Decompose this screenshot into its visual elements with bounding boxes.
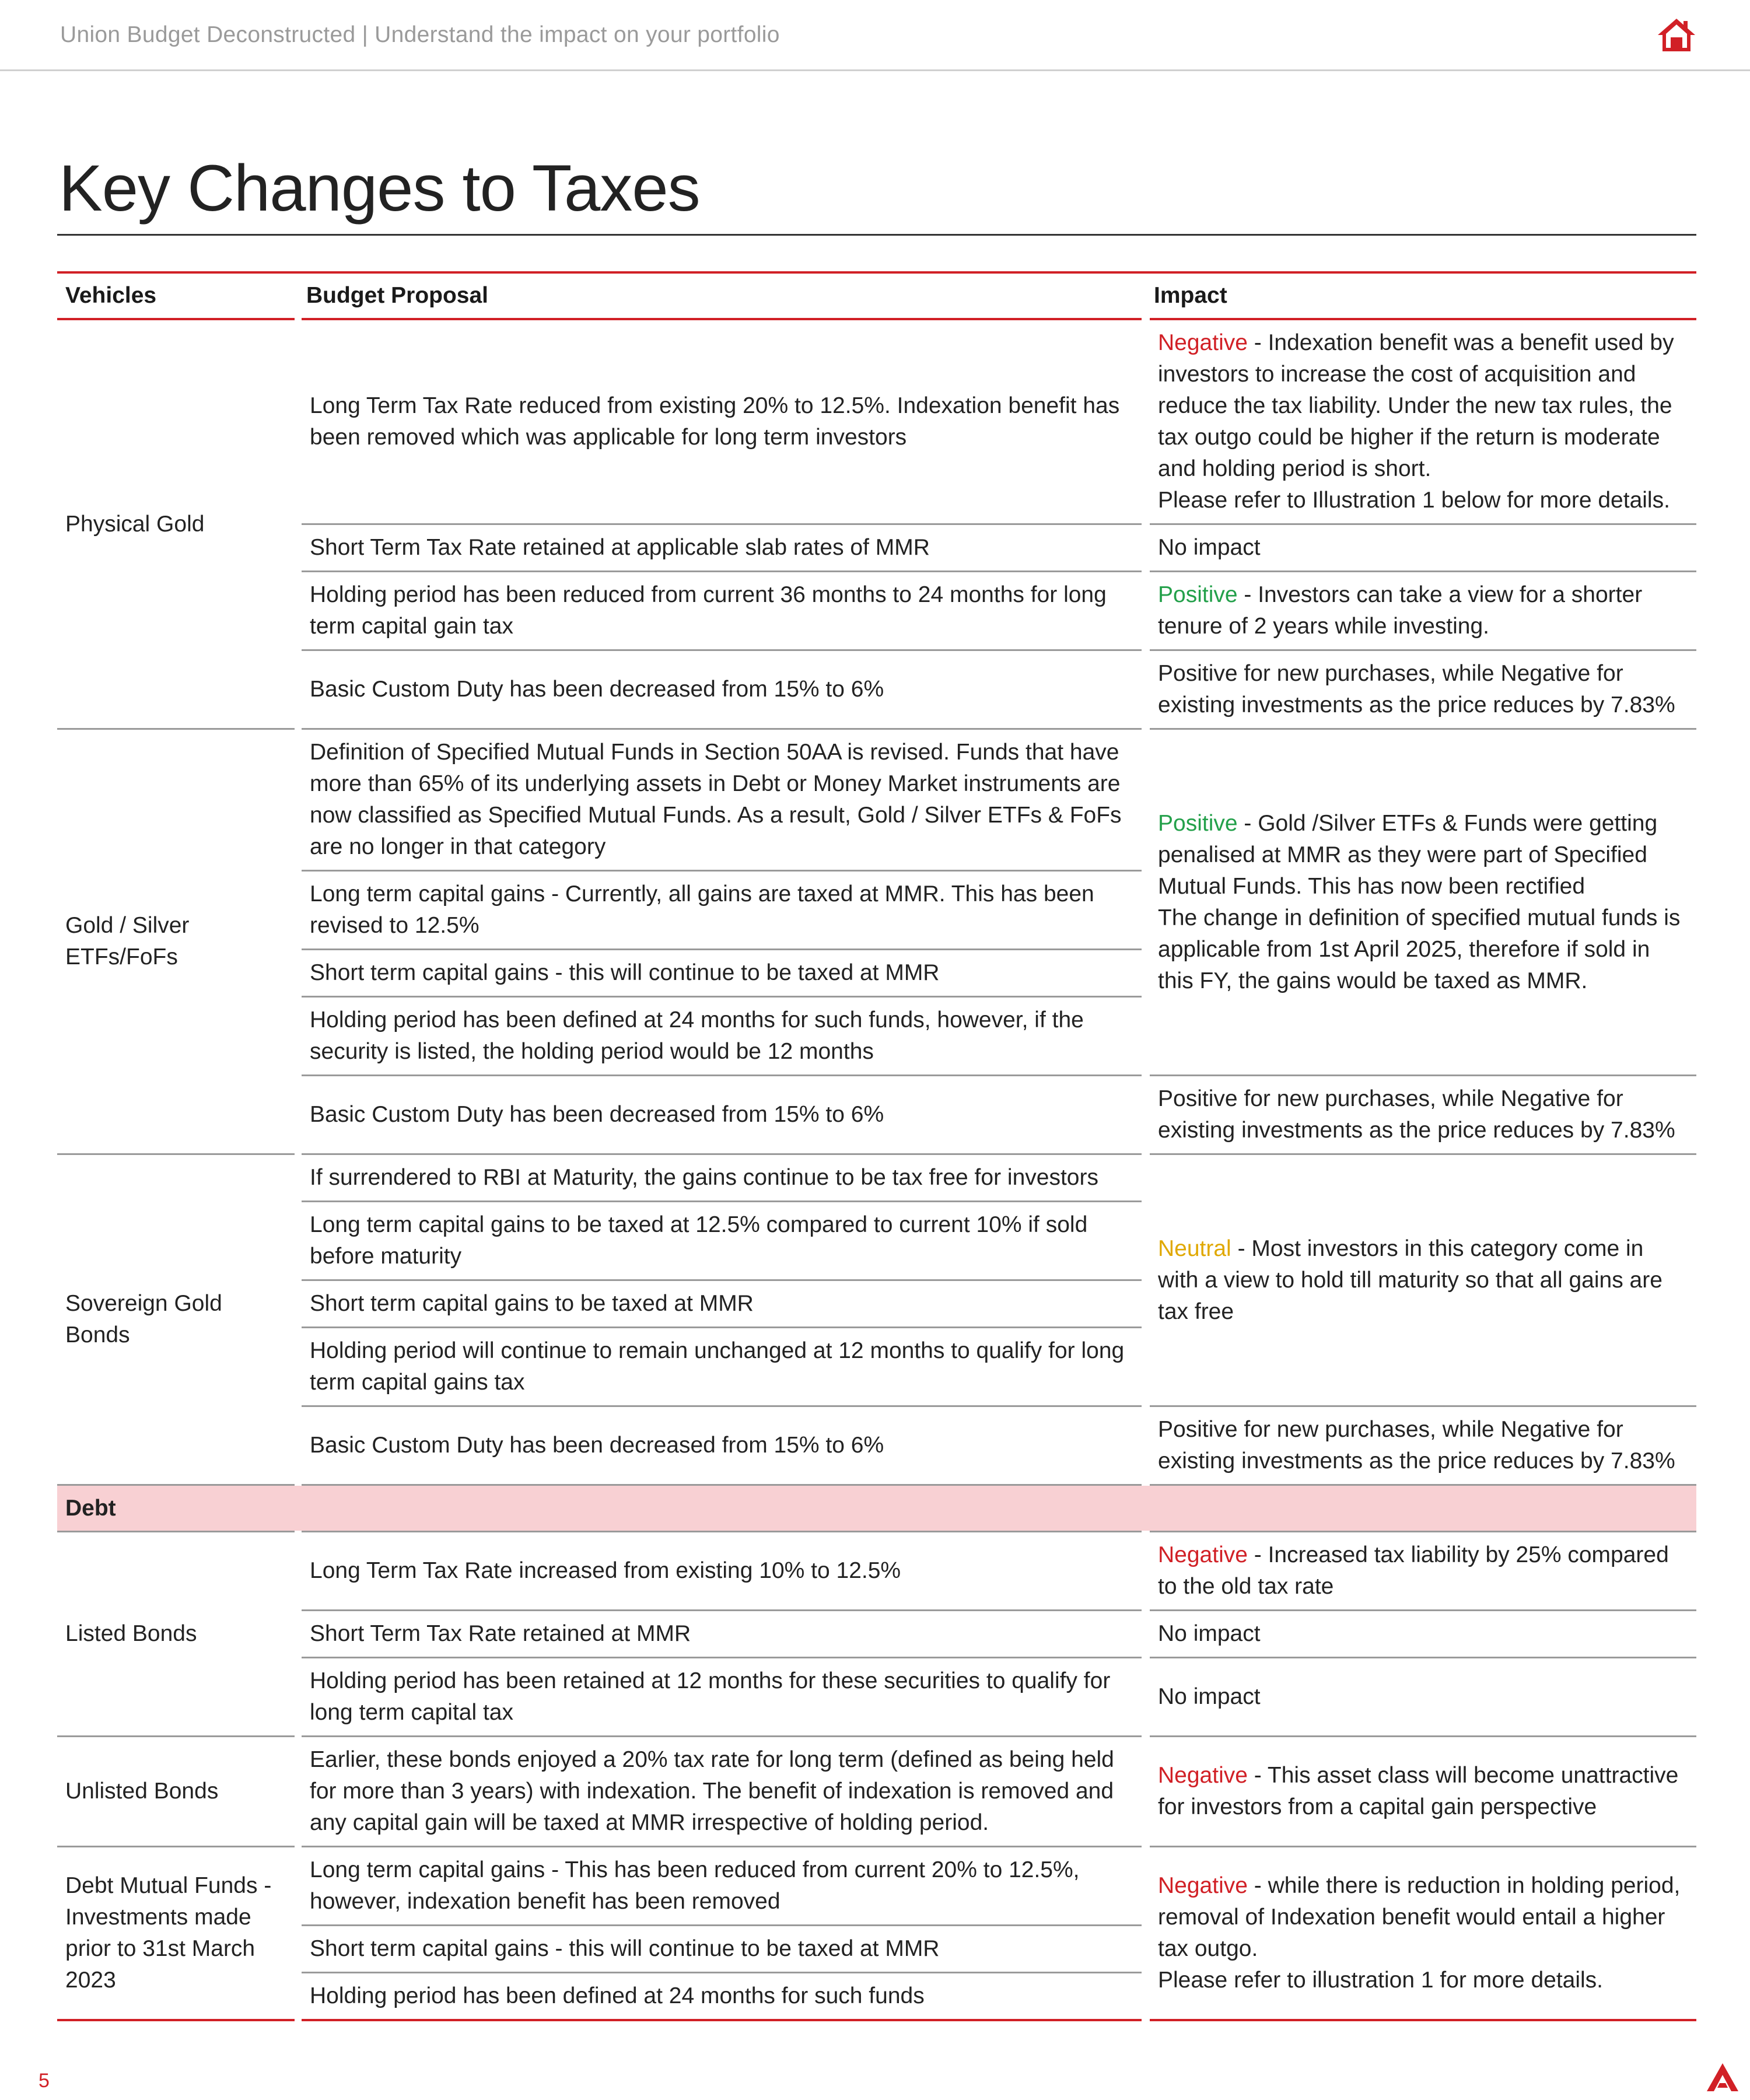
impact-cell: No impact [1146, 524, 1696, 572]
impact-cell: No impact [1146, 1658, 1696, 1737]
vehicle-gold-silver-etfs: Gold / Silver ETFs/FoFs [57, 729, 298, 1154]
header-impact: Impact [1146, 272, 1696, 319]
impact-cell [1146, 1532, 1696, 1611]
impact-tag-negative: Negative [1158, 1542, 1248, 1567]
proposal-cell: Long Term Tax Rate increased from existing 10% to 12.5% [298, 1532, 1146, 1611]
home-icon[interactable] [1656, 16, 1698, 54]
impact-cell-merged [1146, 1847, 1696, 2021]
impact-text: - Gold /Silver ETFs & Funds were getting penalised at MMR as they were part of Specified Mutual Funds. This has now been rectified [1158, 810, 1658, 899]
proposal-cell: Short term capital gains - this will continue to be taxed at MMR [298, 950, 1146, 997]
table-row [57, 1658, 1696, 1737]
impact-tag-negative: Negative [1158, 1763, 1248, 1788]
page-number: 5 [38, 2070, 50, 2092]
proposal-cell: Long term capital gains - This has been reduced from current 20% to 12.5%, however, indexation benefit has been removed [298, 1847, 1146, 1926]
impact-text: - while there is reduction in holding period, removal of Indexation benefit would entail a higher tax outgo. [1158, 1873, 1681, 1961]
table-row [57, 319, 1696, 524]
proposal-cell: Long Term Tax Rate reduced from existing 20% to 12.5%. Indexation benefit has been removed which was applicable for long term investors [298, 319, 1146, 524]
header-budget-proposal: Budget Proposal [298, 272, 1146, 319]
vehicle-debt-mutual-funds: Debt Mutual Funds - Investments made prior to 31st March 2023 [57, 1847, 298, 2021]
page-title: Key Changes to Taxes [59, 152, 700, 225]
table-row [57, 524, 1696, 572]
table-row [57, 1532, 1696, 1611]
proposal-cell: Long term capital gains - Currently, all gains are taxed at MMR. This has been revised to 12.5% [298, 871, 1146, 950]
vehicle-listed-bonds: Listed Bonds [57, 1532, 298, 1737]
impact-tag-positive: Positive [1158, 582, 1238, 607]
impact-text: - Most investors in this category come in with a view to hold till maturity so that all gains are tax free [1158, 1236, 1662, 1324]
tax-changes-table [57, 271, 1696, 2021]
impact-text: - Increased tax liability by 25% compared to the old tax rate [1158, 1542, 1669, 1599]
impact-text: - Indexation benefit was a benefit used by investors to increase the cost of acquisition and reduce the tax liability. Under the new tax rules, the tax outgo could be higher if the return is moderate and holding period is short. [1158, 330, 1674, 481]
proposal-cell: Holding period has been reduced from current 36 months to 24 months for long term capital gain tax [298, 572, 1146, 650]
proposal-cell: Holding period will continue to remain unchanged at 12 months to qualify for long term capital gains tax [298, 1328, 1146, 1406]
impact-cell [1146, 319, 1696, 524]
impact-cell-merged [1146, 729, 1696, 1076]
impact-cell: Positive for new purchases, while Negative for existing investments as the price reduces by 7.83% [1146, 1076, 1696, 1154]
impact-note: Please refer to illustration 1 for more details. [1158, 1968, 1604, 1993]
impact-cell: Positive for new purchases, while Negative for existing investments as the price reduces by 7.83% [1146, 650, 1696, 729]
proposal-cell: Basic Custom Duty has been decreased from 15% to 6% [298, 1406, 1146, 1485]
table-header-row [57, 272, 1696, 319]
header-vehicles: Vehicles [57, 272, 298, 319]
table-row [57, 572, 1696, 650]
section-row-debt [57, 1485, 1696, 1532]
proposal-cell: Definition of Specified Mutual Funds in Section 50AA is revised. Funds that have more than 65% of its underlying assets in Debt or Money Market instruments are now classified as Specified Mutual Funds. As a result, Gold / Silver ETFs & FoFs are no longer in that category [298, 729, 1146, 871]
table-row [57, 1611, 1696, 1658]
proposal-cell: Holding period has been retained at 12 months for these securities to qualify for long term capital tax [298, 1658, 1146, 1737]
section-label-debt: Debt [57, 1485, 1696, 1532]
impact-tag-negative: Negative [1158, 330, 1248, 355]
impact-cell: No impact [1146, 1611, 1696, 1658]
header-title: Union Budget Deconstructed | Understand the impact on your portfolio [60, 22, 780, 47]
proposal-cell: Basic Custom Duty has been decreased from 15% to 6% [298, 1076, 1146, 1154]
table-row [57, 1154, 1696, 1202]
impact-cell-merged [1146, 1154, 1696, 1406]
proposal-cell: Short term capital gains to be taxed at MMR [298, 1280, 1146, 1328]
proposal-cell: Short term capital gains - this will continue to be taxed at MMR [298, 1926, 1146, 1973]
impact-cell [1146, 1737, 1696, 1847]
vehicle-unlisted-bonds: Unlisted Bonds [57, 1737, 298, 1847]
impact-note: The change in definition of specified mutual funds is applicable from 1st April 2025, therefore if sold in this FY, the gains would be taxed as MMR. [1158, 905, 1681, 993]
impact-text: - This asset class will become unattractive for investors from a capital gain perspective [1158, 1763, 1679, 1819]
proposal-cell: Long term capital gains to be taxed at 12.5% compared to current 10% if sold before maturity [298, 1202, 1146, 1280]
table-row [57, 1847, 1696, 1926]
table-row [57, 1737, 1696, 1847]
vehicle-physical-gold: Physical Gold [57, 319, 298, 729]
table-row [57, 650, 1696, 729]
proposal-cell: Holding period has been defined at 24 months for such funds [298, 1973, 1146, 2021]
brand-logo-icon [1706, 2062, 1740, 2092]
proposal-cell: If surrendered to RBI at Maturity, the gains continue to be tax free for investors [298, 1154, 1146, 1202]
proposal-cell: Basic Custom Duty has been decreased from 15% to 6% [298, 650, 1146, 729]
table-row [57, 1076, 1696, 1154]
impact-text: - Investors can take a view for a shorter tenure of 2 years while investing. [1158, 582, 1643, 639]
proposal-cell: Short Term Tax Rate retained at applicable slab rates of MMR [298, 524, 1146, 572]
table-row [57, 1406, 1696, 1485]
impact-note: Please refer to Illustration 1 below for more details. [1158, 488, 1670, 513]
proposal-cell: Holding period has been defined at 24 months for such funds, however, if the security is listed, the holding period would be 12 months [298, 997, 1146, 1076]
impact-tag-positive: Positive [1158, 810, 1238, 836]
impact-cell [1146, 572, 1696, 650]
impact-tag-negative: Negative [1158, 1873, 1248, 1898]
proposal-cell: Earlier, these bonds enjoyed a 20% tax rate for long term (defined as being held for more than 3 years) with indexation. The benefit of indexation is removed and any capital gain will be taxed at MMR irrespective of holding period. [298, 1737, 1146, 1847]
vehicle-sovereign-gold-bonds: Sovereign Gold Bonds [57, 1154, 298, 1485]
page-header [0, 0, 1750, 71]
impact-tag-neutral: Neutral [1158, 1236, 1231, 1261]
title-divider [57, 234, 1696, 236]
proposal-cell: Short Term Tax Rate retained at MMR [298, 1611, 1146, 1658]
table-row [57, 729, 1696, 871]
impact-cell: Positive for new purchases, while Negative for existing investments as the price reduces by 7.83% [1146, 1406, 1696, 1485]
